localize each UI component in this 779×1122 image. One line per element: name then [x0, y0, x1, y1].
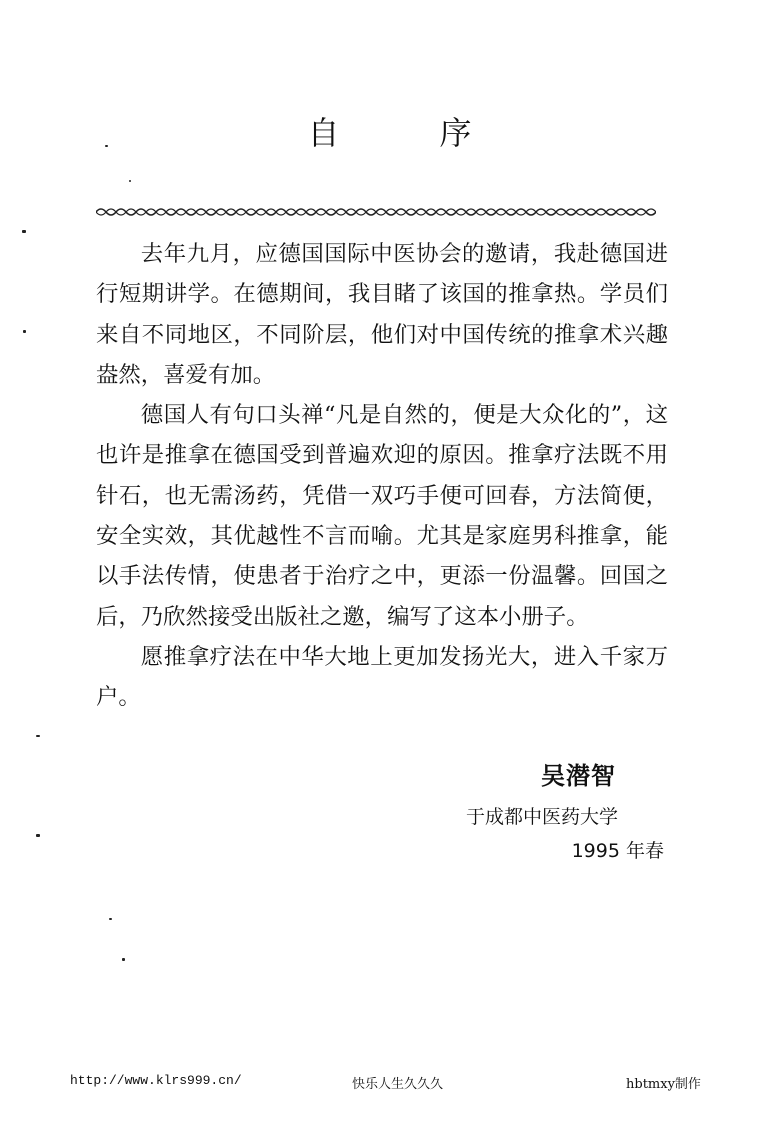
footer-url: http://www.klrs999.cn/: [70, 1073, 242, 1088]
paragraph: 愿推拿疗法在中华大地上更加发扬光大，进入千家万户。: [96, 643, 668, 711]
page-title: 自 序: [307, 114, 506, 152]
paragraph: 德国人有句口头禅“凡是自然的，便是大众化的”，这也许是推拿在德国受到普遍欢迎的原因。推拿疗法既不用针石，也无需汤药，凭借一双巧手便可回春，方法简便，安全实效，其优越性不言而喻。尤其是家庭男科推拿，能以手法传情，使患者于治疗之中，更添一份温馨。回国之后，乃欣然接受出版社之邀，编写了这本小册子。: [96, 402, 668, 630]
scan-speck: [105, 145, 108, 147]
footer-credit: hbtmxy制作: [626, 1077, 701, 1092]
scan-speck: [122, 958, 125, 961]
scan-speck: [129, 180, 131, 182]
ornamental-divider: [96, 204, 656, 220]
footer-slogan: 快乐人生久久久: [352, 1077, 444, 1092]
scan-speck: [109, 918, 112, 920]
scan-speck: [23, 330, 26, 333]
signature-date: 1995 年春: [571, 840, 664, 862]
preface-body: [96, 234, 668, 718]
scan-speck: [22, 230, 26, 233]
scan-speck: [36, 735, 40, 737]
scan-speck: [36, 834, 40, 837]
author-name: 吴潜智: [541, 762, 616, 790]
author-affiliation: 于成都中医药大学: [465, 806, 618, 828]
paragraph: 去年九月，应德国国际中医协会的邀请，我赴德国进行短期讲学。在德期间，我目睹了该国的推拿热。学员们来自不同地区，不同阶层，他们对中国传统的推拿术兴趣盎然，喜爱有加。: [96, 241, 668, 388]
